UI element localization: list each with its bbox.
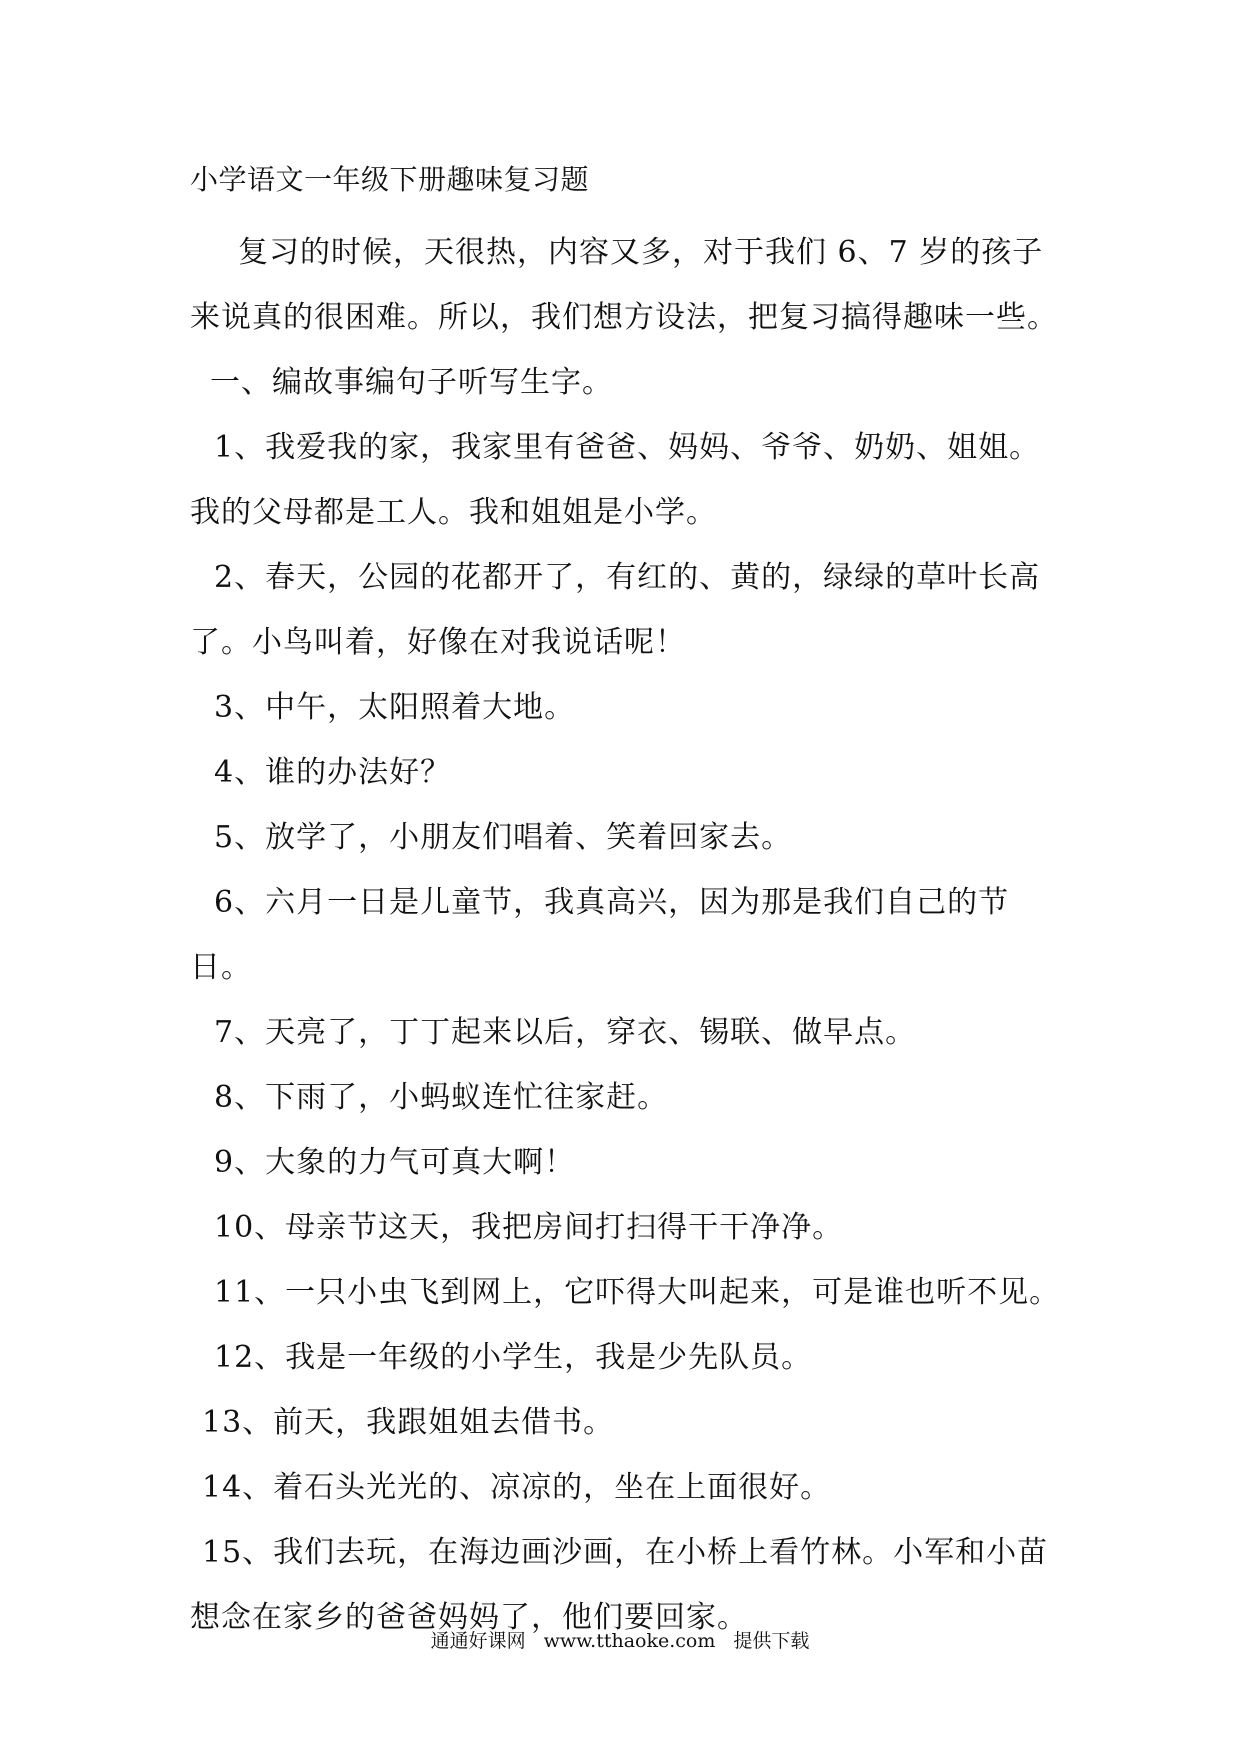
footer-note: 提供下载 [733, 1630, 810, 1652]
footer-site-name: 通通好课网 [430, 1630, 526, 1652]
list-item: 11、一只小虫飞到网上，它吓得大叫起来，可是谁也听不见。 [214, 1275, 1061, 1310]
list-item: 14、着石头光光的、凉凉的，坐在上面很好。 [202, 1470, 832, 1505]
section-heading: 一、编故事编句子听写生字。 [210, 365, 613, 400]
list-item: 9、大象的力气可真大啊！ [214, 1145, 576, 1180]
list-item: 4、谁的办法好？ [214, 755, 452, 790]
list-item: 2、春天，公园的花都开了，有红的、黄的，绿绿的草叶长高了。小鸟叫着，好像在对我说话呢！ [190, 560, 1041, 660]
list-item: 5、放学了，小朋友们唱着、笑着回家去。 [214, 820, 793, 855]
list-item: 10、母亲节这天，我把房间打扫得干干净净。 [214, 1210, 844, 1245]
document-body [190, 220, 1070, 1650]
list-item: 15、我们去玩，在海边画沙画，在小桥上看竹林。小军和小苗想念在家乡的爸爸妈妈了，他们要回家。 [190, 1535, 1049, 1635]
list-item: 8、下雨了，小蚂蚁连忙往家赶。 [214, 1080, 669, 1115]
document-title: 小学语文一年级下册趣味复习题 [190, 163, 590, 196]
list-item: 3、中午，太阳照着大地。 [214, 690, 576, 725]
list-item: 1、我爱我的家，我家里有爸爸、妈妈、爷爷、奶奶、姐姐。我的父母都是工人。我和姐姐是小学。 [190, 430, 1041, 530]
list-item: 6、六月一日是儿童节，我真高兴，因为那是我们自己的节日。 [190, 885, 1010, 985]
page-footer [0, 1628, 1240, 1654]
list-item: 12、我是一年级的小学生，我是少先队员。 [214, 1340, 813, 1375]
list-item: 7、天亮了，丁丁起来以后，穿衣、锡联、做早点。 [214, 1015, 917, 1050]
list-item: 13、前天，我跟姐姐去借书。 [202, 1405, 615, 1440]
intro-paragraph: 复习的时候，天很热，内容又多，对于我们 6、7 岁的孩子来说真的很困难。所以，我们想方设法，把复习搞得趣味一些。 [190, 235, 1058, 335]
footer-url: www.tthaoke.com [543, 1630, 716, 1652]
